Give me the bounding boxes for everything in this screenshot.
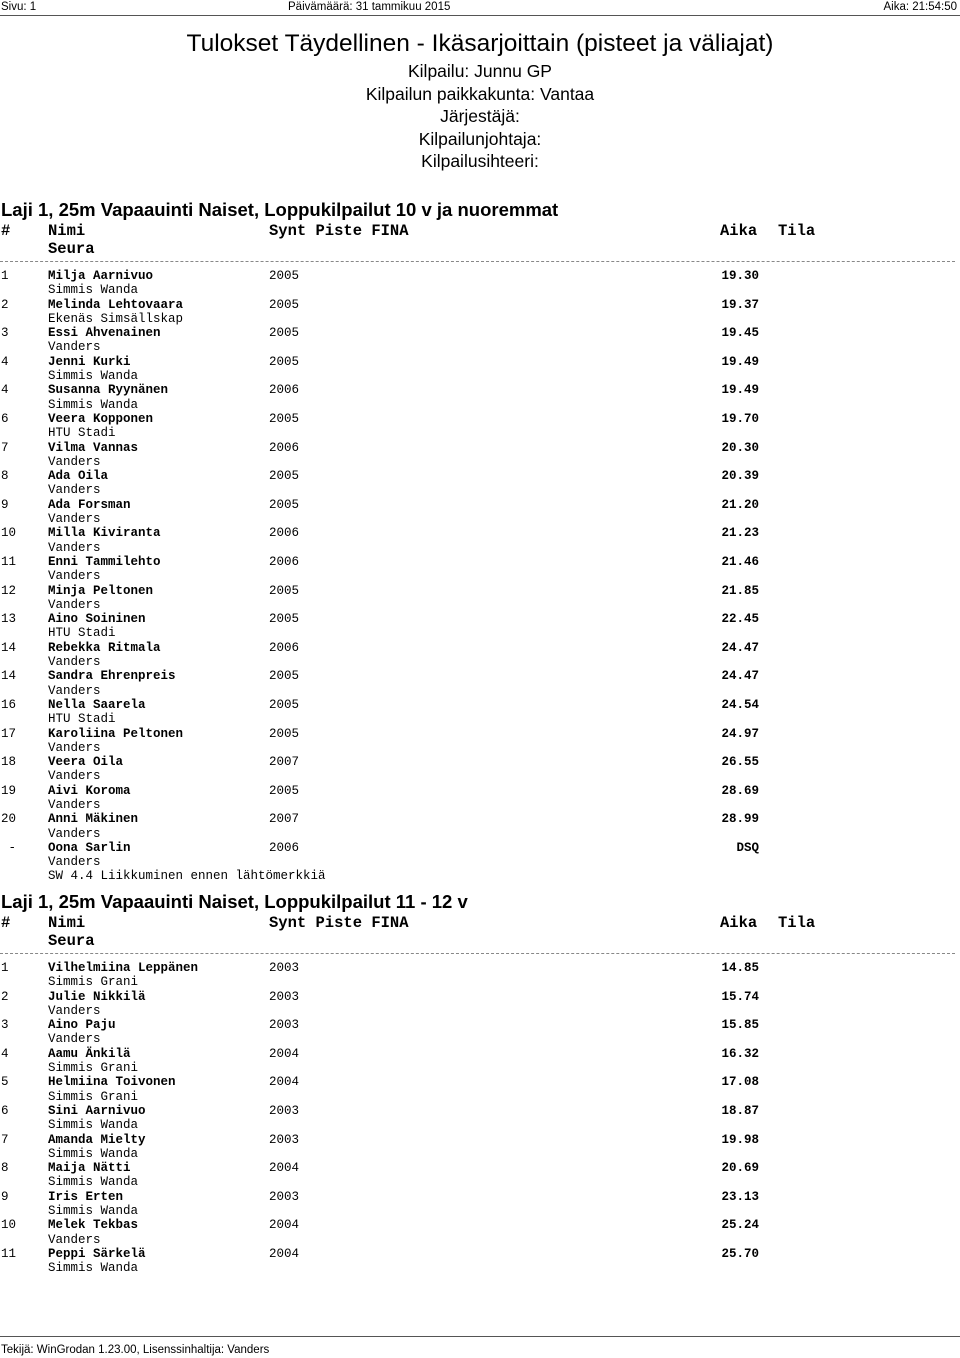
result-time: 24.97: [721, 726, 759, 741]
swimmer-name: Ada Oila: [48, 469, 109, 484]
birth-year: 2004: [269, 1246, 300, 1261]
club-name: Vanders: [48, 1032, 101, 1047]
result-rank: 1: [1, 961, 9, 975]
birth-year: 2005: [269, 497, 300, 512]
col-rank: #: [1, 222, 11, 240]
birth-year: 2005: [269, 269, 300, 283]
result-time: 15.85: [721, 1018, 759, 1033]
birth-year: 2007: [269, 755, 300, 770]
result-row: [0, 812, 960, 841]
result-time: 17.08: [721, 1075, 759, 1090]
result-row: [0, 698, 960, 727]
result-time: 19.70: [721, 411, 759, 426]
result-rank: 10: [1, 1218, 17, 1233]
club-name: Vanders: [48, 1232, 101, 1247]
result-row: [0, 584, 960, 613]
birth-year: 2004: [269, 1218, 300, 1233]
club-name: Vanders: [48, 597, 101, 612]
swimmer-name: Sandra Ehrenpreis: [48, 669, 176, 684]
result-time: 25.70: [721, 1246, 759, 1261]
swimmer-name: Vilma Vannas: [48, 440, 139, 455]
result-row: [0, 990, 960, 1019]
result-time: 18.87: [721, 1103, 759, 1118]
result-time: 28.69: [721, 783, 759, 798]
birth-year: 2005: [269, 726, 300, 741]
birth-year: 2005: [269, 411, 300, 426]
result-row: [0, 727, 960, 756]
competition-city: Kilpailun paikkakunta: Vantaa: [365, 83, 595, 104]
col-birth-points-fina: Synt Piste FINA: [269, 914, 409, 932]
birth-year: 2006: [269, 640, 300, 655]
birth-year: 2005: [269, 612, 300, 627]
result-row: [0, 355, 960, 384]
club-name: Vanders: [48, 855, 101, 870]
club-name: Simmis Wanda: [48, 1175, 139, 1190]
birth-year: 2005: [269, 669, 300, 684]
result-time: 21.23: [721, 526, 759, 541]
birth-year: 2006: [269, 840, 300, 855]
swimmer-name: Nella Saarela: [48, 697, 146, 712]
result-row: [0, 1104, 960, 1133]
result-rank: 4: [1, 383, 9, 398]
swimmer-name: Julie Nikkilä: [48, 989, 146, 1004]
swimmer-name: Enni Tammilehto: [48, 554, 161, 569]
birth-year: 2005: [269, 326, 300, 341]
page-number: Sivu: 1: [1, 1, 37, 13]
result-rank: 17: [1, 726, 17, 741]
club-name: HTU Stadi: [48, 426, 116, 441]
birth-year: 2004: [269, 1161, 300, 1176]
result-row: [0, 1161, 960, 1190]
event-title: Laji 1, 25m Vapaauinti Naiset, Loppukilpailut 11 - 12 v: [1, 891, 468, 912]
result-time: 14.85: [721, 961, 759, 975]
results-list: [0, 961, 960, 1276]
club-name: Vanders: [48, 797, 101, 812]
result-rank: 8: [1, 469, 9, 484]
club-name: Ekenäs Simsällskap: [48, 311, 184, 326]
swimmer-name: Melinda Lehtovaara: [48, 297, 184, 312]
col-status: Tila: [778, 222, 816, 240]
col-birth-points-fina: Synt Piste FINA: [269, 222, 409, 240]
col-time: Aika: [720, 222, 758, 240]
result-row: [0, 1190, 960, 1219]
result-row: [0, 1133, 960, 1162]
birth-year: 2005: [269, 583, 300, 598]
swimmer-name: Susanna Ryynänen: [48, 383, 169, 398]
result-time: 26.55: [721, 755, 759, 770]
result-row: [0, 1247, 960, 1276]
result-rank: 2: [1, 989, 9, 1004]
col-name: Nimi: [48, 222, 86, 240]
report-header: [0, 28, 960, 173]
result-time: 19.49: [721, 383, 759, 398]
result-time: 28.99: [721, 812, 759, 827]
swimmer-name: Karoliina Peltonen: [48, 726, 184, 741]
birth-year: 2005: [269, 297, 300, 312]
club-name: Vanders: [48, 826, 101, 841]
club-name: Vanders: [48, 483, 101, 498]
birth-year: 2005: [269, 354, 300, 369]
result-row: [0, 269, 960, 298]
club-name: Vanders: [48, 512, 101, 527]
result-time: 19.98: [721, 1132, 759, 1147]
col-time: Aika: [720, 914, 758, 932]
result-row: [0, 298, 960, 327]
result-time: DSQ: [736, 840, 759, 855]
result-time: 19.37: [721, 297, 759, 312]
result-time: 20.30: [721, 440, 759, 455]
club-name: Simmis Wanda: [48, 1146, 139, 1161]
swimmer-name: Veera Oila: [48, 755, 124, 770]
club-name: Vanders: [48, 655, 101, 670]
event-section: [0, 890, 960, 1276]
result-rank: 9: [1, 497, 9, 512]
result-rank: 19: [1, 783, 17, 798]
club-name: Vanders: [48, 740, 101, 755]
result-rank: 8: [1, 1161, 9, 1176]
result-row: [0, 383, 960, 412]
swimmer-name: Peppi Särkelä: [48, 1246, 146, 1261]
column-divider: [0, 953, 955, 954]
swimmer-name: Anni Mäkinen: [48, 812, 139, 827]
club-name: HTU Stadi: [48, 626, 116, 641]
swimmer-name: Milla Kiviranta: [48, 526, 161, 541]
result-time: 16.32: [721, 1046, 759, 1061]
swimmer-name: Veera Kopponen: [48, 411, 154, 426]
birth-year: 2005: [269, 697, 300, 712]
print-time: Aika: 21:54:50: [883, 1, 957, 13]
result-row: [0, 1018, 960, 1047]
result-row: [0, 1218, 960, 1247]
birth-year: 2007: [269, 812, 300, 827]
result-rank: 7: [1, 1132, 9, 1147]
print-date: Päivämäärä: 31 tammikuu 2015: [288, 1, 451, 13]
result-time: 19.45: [721, 326, 759, 341]
club-name: HTU Stadi: [48, 712, 116, 727]
club-name: Simmis Wanda: [48, 369, 139, 384]
result-row: [0, 412, 960, 441]
result-time: 19.49: [721, 354, 759, 369]
result-rank: 5: [1, 1075, 9, 1090]
result-row: [0, 326, 960, 355]
header-divider: [0, 15, 960, 16]
club-name: Simmis Grani: [48, 1061, 139, 1076]
swimmer-name: Minja Peltonen: [48, 583, 154, 598]
footer-text: Tekijä: WinGrodan 1.23.00, Lisenssinhaltija: Vanders: [1, 1344, 270, 1356]
club-name: Simmis Grani: [48, 1089, 139, 1104]
swimmer-name: Aino Paju: [48, 1018, 116, 1033]
club-name: Vanders: [48, 683, 101, 698]
result-rank: 4: [1, 1046, 9, 1061]
result-rank: 2: [1, 297, 9, 312]
swimmer-name: Melek Tekbas: [48, 1218, 139, 1233]
result-row: [0, 441, 960, 470]
footer-divider: [0, 1336, 960, 1337]
result-time: 23.13: [721, 1189, 759, 1204]
result-time: 24.54: [721, 697, 759, 712]
result-rank: 6: [1, 1103, 9, 1118]
birth-year: 2004: [269, 1075, 300, 1090]
swimmer-name: Aamu Änkilä: [48, 1046, 131, 1061]
column-divider: [0, 261, 955, 262]
swimmer-name: Helmiina Toivonen: [48, 1075, 176, 1090]
result-rank: 12: [1, 583, 17, 598]
club-name: Simmis Wanda: [48, 1261, 139, 1276]
result-time: 25.24: [721, 1218, 759, 1233]
birth-year: 2006: [269, 526, 300, 541]
swimmer-name: Milja Aarnivuo: [48, 269, 154, 283]
result-row: [0, 641, 960, 670]
competition-secretary: Kilpailusihteeri:: [421, 151, 539, 171]
result-rank: 11: [1, 1246, 17, 1261]
club-name: Vanders: [48, 340, 101, 355]
swimmer-name: Oona Sarlin: [48, 840, 131, 855]
result-time: 21.85: [721, 583, 759, 598]
competition-director: Kilpailunjohtaja:: [418, 128, 542, 149]
swimmer-name: Jenni Kurki: [48, 354, 131, 369]
report-title: Tulokset Täydellinen - Ikäsarjoittain (pisteet ja väliajat): [186, 30, 774, 57]
club-name: Simmis Wanda: [48, 1118, 139, 1133]
result-time: 22.45: [721, 612, 759, 627]
result-row: [0, 469, 960, 498]
page-header-bar: [0, 0, 960, 14]
club-name: Vanders: [48, 540, 101, 555]
swimmer-name: Vilhelmiina Leppänen: [48, 961, 199, 975]
swimmer-name: Amanda Mielty: [48, 1132, 146, 1147]
swimmer-name: Essi Ahvenainen: [48, 326, 161, 341]
result-row: [0, 612, 960, 641]
col-name: Nimi: [48, 914, 86, 932]
result-row: [0, 498, 960, 527]
club-name: Simmis Wanda: [48, 397, 139, 412]
birth-year: 2005: [269, 783, 300, 798]
result-rank: 20: [1, 812, 17, 827]
swimmer-name: Aino Soininen: [48, 612, 146, 627]
birth-year: 2005: [269, 469, 300, 484]
birth-year: 2003: [269, 989, 300, 1004]
result-rank: 14: [1, 640, 17, 655]
birth-year: 2006: [269, 383, 300, 398]
swimmer-name: Ada Forsman: [48, 497, 131, 512]
birth-year: 2003: [269, 1189, 300, 1204]
birth-year: 2004: [269, 1046, 300, 1061]
result-rank: 18: [1, 755, 17, 770]
birth-year: 2003: [269, 1018, 300, 1033]
competition-name: Kilpailu: Junnu GP: [408, 61, 552, 81]
result-row: [0, 961, 960, 990]
result-rank: 16: [1, 697, 17, 712]
col-rank: #: [1, 914, 11, 932]
birth-year: 2003: [269, 1103, 300, 1118]
result-time: 24.47: [721, 640, 759, 655]
swimmer-name: Maija Nätti: [48, 1161, 131, 1176]
birth-year: 2006: [269, 554, 300, 569]
swimmer-name: Iris Erten: [48, 1189, 124, 1204]
swimmer-name: Sini Aarnivuo: [48, 1103, 146, 1118]
swimmer-name: Rebekka Ritmala: [48, 640, 161, 655]
result-rank: 10: [1, 526, 17, 541]
result-row: [0, 755, 960, 784]
disqualification-note: SW 4.4 Liikkuminen ennen lähtömerkkiä: [48, 869, 326, 884]
result-rank: 13: [1, 612, 17, 627]
club-name: Simmis Grani: [48, 975, 139, 990]
results-list: [0, 269, 960, 869]
result-rank: 6: [1, 411, 9, 426]
result-rank: -: [1, 840, 17, 855]
result-time: 20.69: [721, 1161, 759, 1176]
result-row: [0, 669, 960, 698]
result-row: [0, 555, 960, 584]
club-name: Simmis Wanda: [48, 1204, 139, 1219]
result-time: 21.46: [721, 554, 759, 569]
col-club: Seura: [48, 240, 95, 258]
result-time: 20.39: [721, 469, 759, 484]
result-rank: 7: [1, 440, 9, 455]
swimmer-name: Aivi Koroma: [48, 783, 131, 798]
result-rank: 14: [1, 669, 17, 684]
event-title: Laji 1, 25m Vapaauinti Naiset, Loppukilpailut 10 v ja nuoremmat: [1, 199, 559, 220]
birth-year: 2003: [269, 1132, 300, 1147]
result-rank: 11: [1, 554, 17, 569]
result-row: [0, 1047, 960, 1076]
col-club: Seura: [48, 932, 95, 950]
result-time: 21.20: [721, 497, 759, 512]
result-rank: 4: [1, 354, 9, 369]
result-rank: 3: [1, 1018, 9, 1033]
result-rank: 3: [1, 326, 9, 341]
event-section: [0, 198, 960, 883]
result-rank: 1: [1, 269, 9, 283]
result-row: [0, 526, 960, 555]
club-name: Vanders: [48, 569, 101, 584]
club-name: Vanders: [48, 454, 101, 469]
organizer: Järjestäjä:: [440, 106, 520, 126]
result-row: [0, 841, 960, 870]
result-row: [0, 1075, 960, 1104]
result-time: 24.47: [721, 669, 759, 684]
birth-year: 2006: [269, 440, 300, 455]
col-status: Tila: [778, 914, 816, 932]
result-row: [0, 784, 960, 813]
club-name: Vanders: [48, 1003, 101, 1018]
result-rank: 9: [1, 1189, 9, 1204]
result-time: 15.74: [721, 989, 759, 1004]
result-time: 19.30: [721, 269, 759, 283]
club-name: Simmis Wanda: [48, 283, 139, 298]
birth-year: 2003: [269, 961, 300, 975]
column-headers: [0, 222, 960, 258]
club-name: Vanders: [48, 769, 101, 784]
column-headers: [0, 914, 960, 950]
